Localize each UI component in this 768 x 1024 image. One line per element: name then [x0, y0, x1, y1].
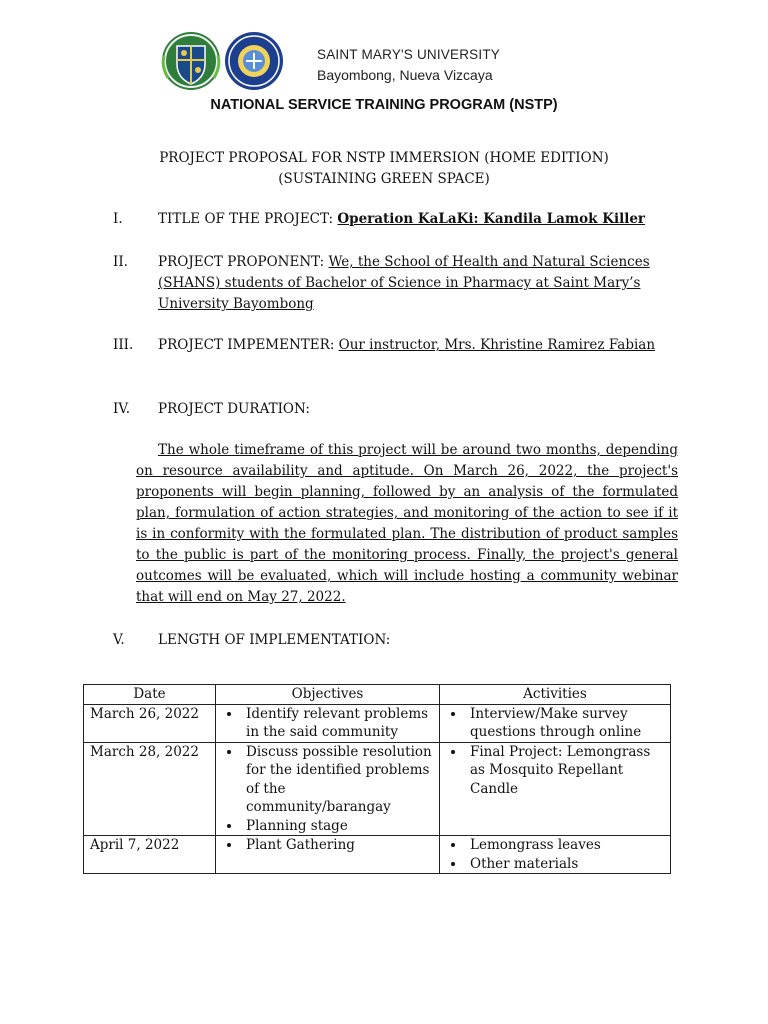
university-name: SAINT MARY'S UNIVERSITY: [317, 47, 500, 62]
section-implementation: [113, 630, 673, 651]
row-objectives: [216, 742, 440, 836]
section-title: [113, 209, 673, 230]
row-date: April 7, 2022: [84, 836, 216, 874]
section-number: II.: [113, 254, 128, 270]
section-number: I.: [113, 211, 123, 227]
section-number: IV.: [113, 401, 131, 417]
university-location: Bayombong, Nueva Vizcaya: [317, 67, 493, 83]
school-seal-icon: [162, 32, 220, 90]
header-objectives: Objectives: [216, 685, 440, 705]
list-item: • Plant Gathering: [242, 836, 433, 855]
row-objectives: [216, 836, 440, 874]
row-activities: [440, 742, 671, 836]
list-item: • Identify relevant problems in the said community: [242, 705, 433, 742]
table-row: [84, 836, 671, 874]
duration-paragraph: The whole timeframe of this project will be around two months, depending on resource availability and aptitude. On March 26, 2022, the project's proponents will begin planning, followed by an analysis of the formulated plan, formulation of action strategies, and monitoring of the action to see if it is in conformity with the formulated plan. The distribution of product samples to the public is part of the monitoring process. Finally, the project's general outcomes will be evaluated, which will include hosting a community webinar that will end on May 27, 2022.: [136, 442, 678, 605]
list-item: • Other materials: [466, 855, 664, 874]
section-implementer: [113, 335, 673, 356]
proposal-title-line2: (SUSTAINING GREEN SPACE): [278, 171, 490, 187]
list-item: • Final Project: Lemongrass as Mosquito Repellant Candle: [466, 743, 664, 799]
row-activities: [440, 704, 671, 742]
table-row: [84, 704, 671, 742]
section-number: V.: [113, 632, 125, 648]
section-label: PROJECT IMPEMENTER:: [158, 337, 339, 353]
implementation-table: [83, 684, 671, 874]
program-title: NATIONAL SERVICE TRAINING PROGRAM (NSTP): [210, 97, 558, 113]
list-item: • Planning stage: [242, 817, 433, 836]
table-row: [84, 742, 671, 836]
section-proponent: [113, 252, 673, 315]
section-duration: [113, 399, 673, 420]
project-title-value: Operation KaLaKi: Kandila Lamok Killer: [337, 211, 646, 227]
university-logos: [160, 30, 285, 92]
table-header-row: [84, 685, 671, 705]
implementer-value: Our instructor, Mrs. Khristine Ramirez Fabian: [338, 337, 656, 353]
row-objectives: [216, 704, 440, 742]
section-label: LENGTH OF IMPLEMENTATION:: [158, 632, 391, 648]
list-item: • Lemongrass leaves: [466, 836, 664, 855]
proposal-title-line1: PROJECT PROPOSAL FOR NSTP IMMERSION (HOME EDITION): [159, 150, 609, 166]
university-header: [317, 45, 500, 85]
section-label: PROJECT DURATION:: [158, 401, 310, 417]
header-activities: Activities: [440, 685, 671, 705]
list-item: • Discuss possible resolution for the identified problems of the community/barangay: [242, 743, 433, 817]
proponent-value: We, the School of Health and Natural Sciences (SHANS) students of Bachelor of Science in Pharmacy at Saint Mary’s University Bayombong: [158, 254, 650, 312]
section-label: PROJECT PROPONENT:: [158, 254, 329, 270]
row-date: March 26, 2022: [84, 704, 216, 742]
header-date: Date: [84, 685, 216, 705]
proposal-title: [0, 148, 768, 190]
section-number: III.: [113, 337, 134, 353]
row-date: March 28, 2022: [84, 742, 216, 836]
row-activities: [440, 836, 671, 874]
university-seal-icon: [225, 32, 283, 90]
list-item: • Interview/Make survey questions through online: [466, 705, 664, 742]
section-label: TITLE OF THE PROJECT:: [158, 211, 338, 227]
